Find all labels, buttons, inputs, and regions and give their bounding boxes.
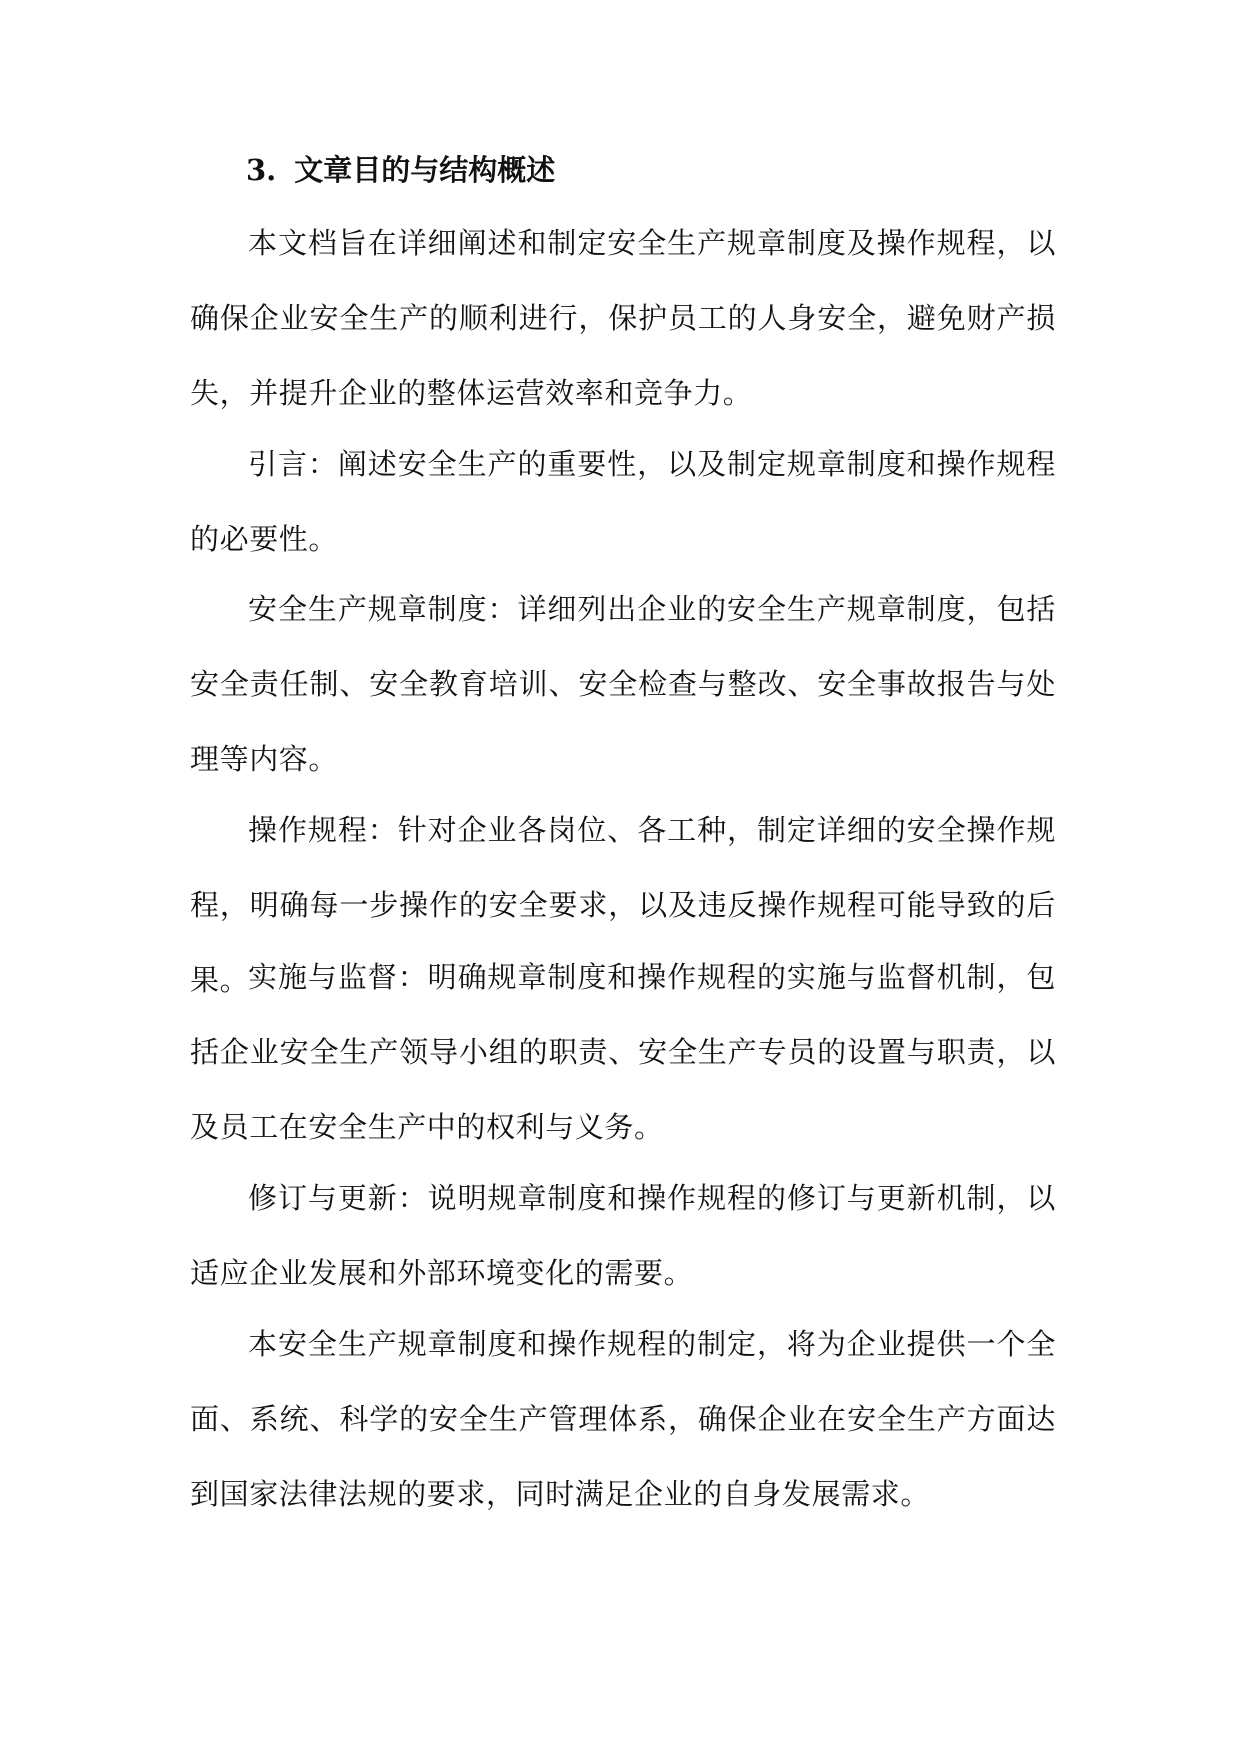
section-title: 文章目的与结构概述 (294, 153, 556, 187)
section-heading (246, 150, 555, 190)
paragraph-safety-regulations: 安全生产规章制度：详细列出企业的安全生产规章制度，包括安全责任制、安全教育培训、安全检查与整改、安全事故报告与处理等内容。 (190, 592, 1056, 776)
paragraph-introduction: 引言：阐述安全生产的重要性，以及制定规章制度和操作规程的必要性。 (190, 447, 1056, 556)
paragraph-purpose: 本文档旨在详细阐述和制定安全生产规章制度及操作规程，以确保企业安全生产的顺利进行，保护员工的人身安全，避免财产损失，并提升企业的整体运营效率和竞争力。 (190, 226, 1056, 410)
section-number: 3. (246, 153, 277, 187)
paragraph-revision-update: 修订与更新：说明规章制度和操作规程的修订与更新机制，以适应企业发展和外部环境变化的需要。 (190, 1181, 1056, 1290)
paragraph-conclusion: 本安全生产规章制度和操作规程的制定，将为企业提供一个全面、系统、科学的安全生产管理体系，确保企业在安全生产方面达到国家法律法规的要求，同时满足企业的自身发展需求。 (190, 1327, 1056, 1511)
paragraph-implementation-supervision: 实施与监督：明确规章制度和操作规程的实施与监督机制，包括企业安全生产领导小组的职责、安全生产专员的设置与职责，以及员工在安全生产中的权利与义务。 (190, 960, 1056, 1144)
paragraph-operating-procedures: 操作规程：针对企业各岗位、各工种，制定详细的安全操作规程，明确每一步操作的安全要求，以及违反操作规程可能导致的后果。 (190, 813, 1056, 997)
